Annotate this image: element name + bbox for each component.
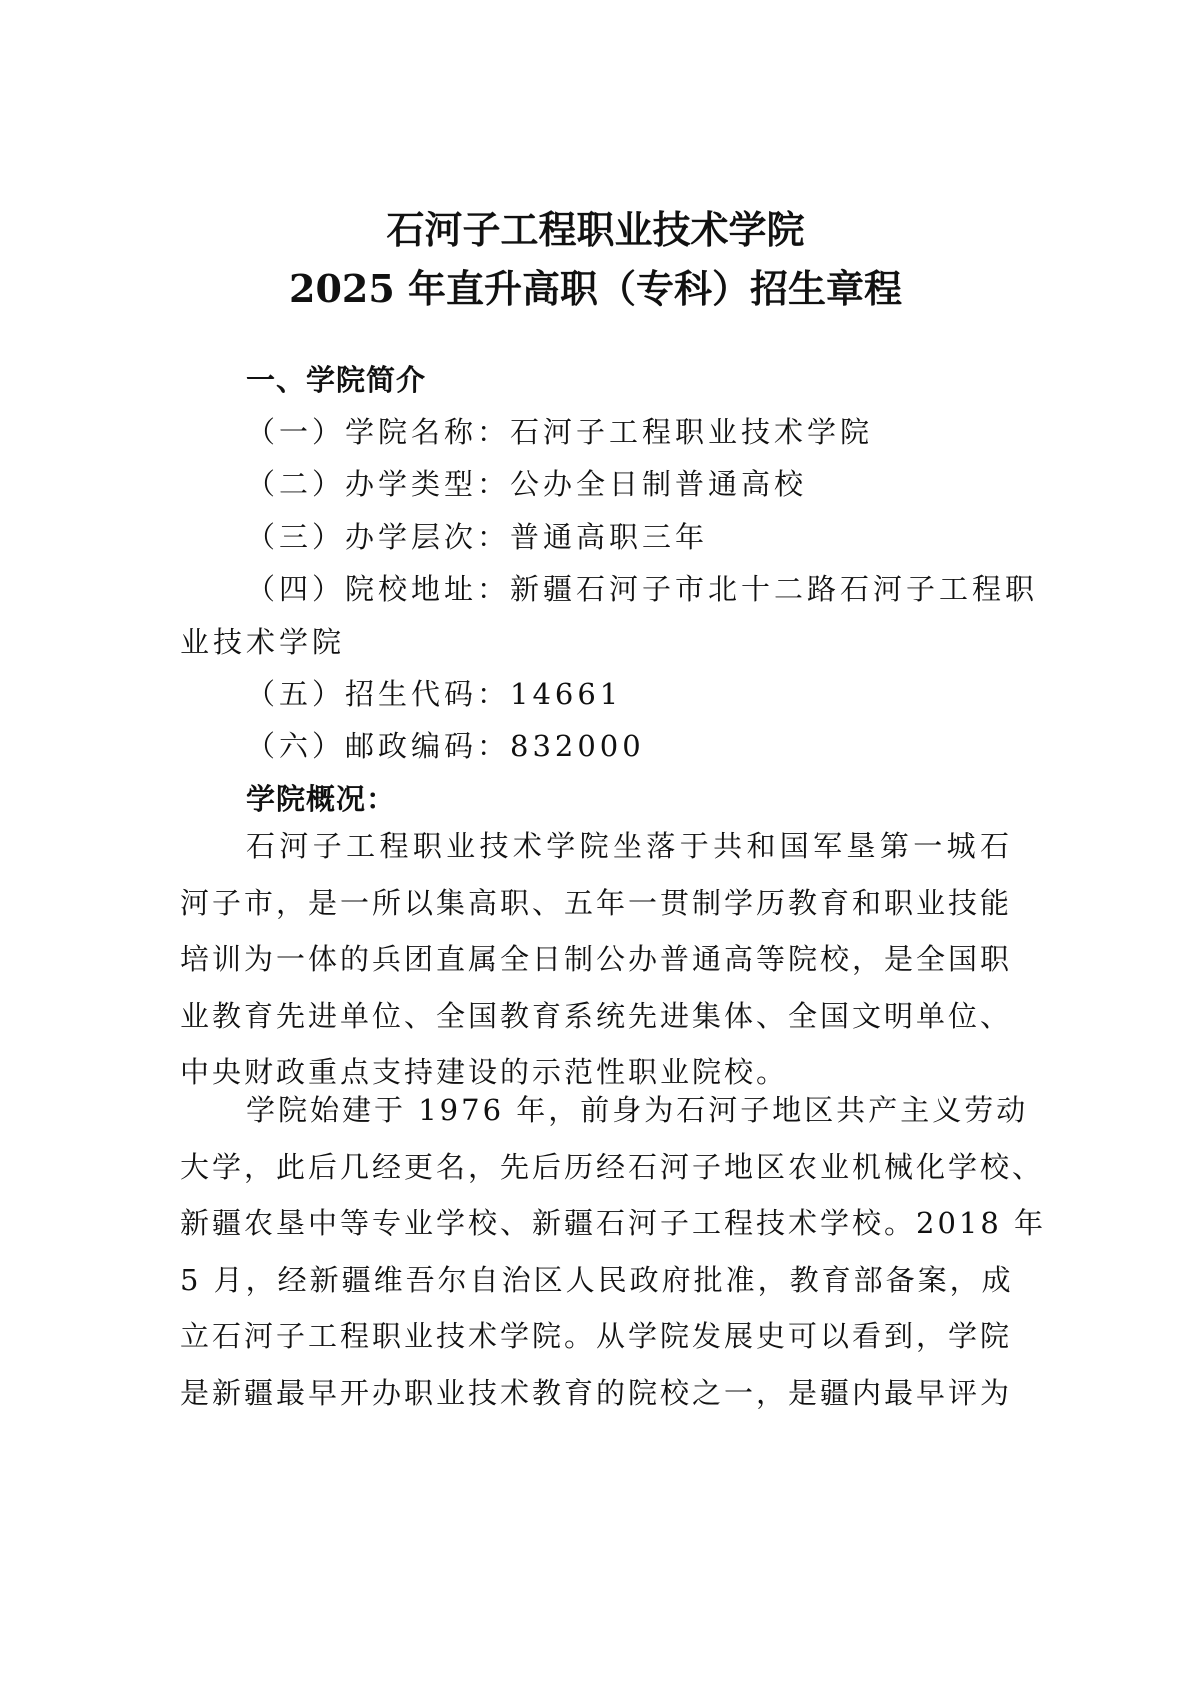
item-school-type: （二）办学类型：公办全日制普通高校 (246, 467, 808, 501)
paragraph-overview (180, 818, 1012, 1101)
paragraph-line: 大学，此后几经更名，先后历经石河子地区农业机械化学校、 (180, 1149, 1045, 1184)
item-enrollment-code: （五）招生代码：14661 (246, 677, 623, 711)
paragraph-line: 新疆农垦中等专业学校、新疆石河子工程技术学校。2018 年 (180, 1206, 1047, 1240)
section-heading-college-intro: 一、学院简介 (246, 363, 427, 397)
item-college-name: （一）学院名称：石河子工程职业技术学院 (246, 415, 874, 449)
item-postal-code: （六）邮政编码：832000 (246, 729, 645, 763)
document-title-line-1: 石河子工程职业技术学院 (386, 207, 805, 252)
paragraph-line: 中央财政重点支持建设的示范性职业院校。 (180, 1055, 789, 1089)
item-address: （四）院校地址：新疆石河子市北十二路石河子工程职 (246, 572, 1039, 606)
paragraph-line: 立石河子工程职业技术学院。从学院发展史可以看到，学院 (180, 1319, 1013, 1353)
item-school-level: （三）办学层次：普通高职三年 (246, 520, 709, 554)
paragraph-line: 石河子工程职业技术学院坐落于共和国军垦第一城石 (246, 829, 1012, 863)
paragraph-history (180, 1082, 1047, 1421)
paragraph-line: 业教育先进单位、全国教育系统先进集体、全国文明单位、 (180, 998, 1013, 1033)
document-title-line-2: 2025 年直升高职（专科）招生章程 (289, 266, 902, 311)
overview-heading: 学院概况： (246, 782, 397, 816)
paragraph-line: 5 月，经新疆维吾尔自治区人民政府批准，教育部备案，成 (180, 1262, 1014, 1297)
paragraph-line: 培训为一体的兵团直属全日制公办普通高等院校，是全国职 (180, 942, 1013, 976)
paragraph-line: 河子市，是一所以集高职、五年一贯制学历教育和职业技能 (180, 885, 1013, 920)
paragraph-line: 学院始建于 1976 年，前身为石河子地区共产主义劳动 (246, 1093, 1029, 1127)
item-address-continuation: 业技术学院 (180, 625, 346, 659)
paragraph-line: 是新疆最早开办职业技术教育的院校之一，是疆内最早评为 (180, 1375, 1013, 1410)
